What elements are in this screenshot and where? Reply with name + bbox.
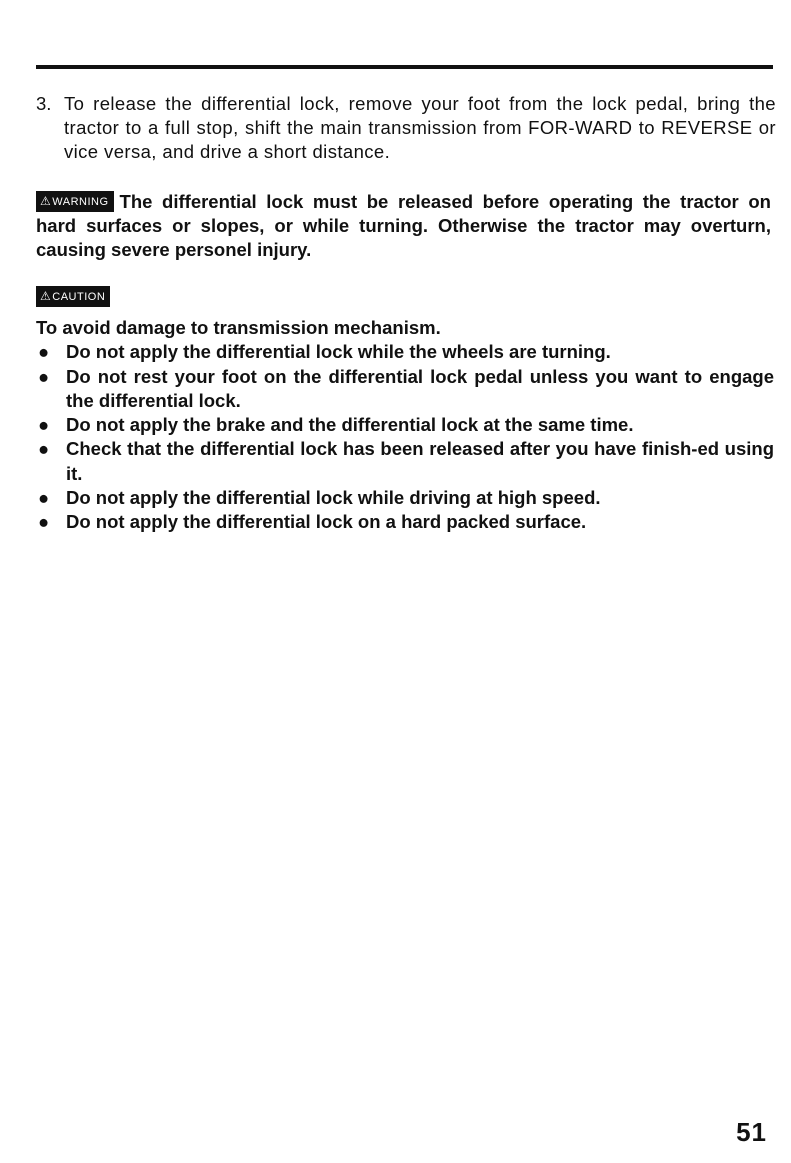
caution-badge-wrap [36,286,110,308]
list-item [36,413,774,437]
list-item-text: Do not apply the brake and the differential lock at the same time. [66,414,634,436]
bullet-icon: ● [38,414,50,436]
bullet-icon: ● [38,438,50,460]
bullet-icon: ● [38,487,50,509]
step-text: To release the differential lock, remove your foot from the lock pedal, bring the tractor to a full stop, shift the main transmission from FOR-WARD to REVERSE or vice versa, and drive a short distance. [64,93,776,162]
list-item-text: Check that the differential lock has been released after you have finish-ed using it. [66,438,774,484]
list-item [36,340,774,364]
list-item-text: Do not apply the differential lock on a hard packed surface. [66,511,587,533]
caution-badge [36,286,110,307]
header-rule [36,65,773,69]
list-item-text: Do not apply the differential lock while driving at high speed. [66,487,601,509]
warning-triangle-icon: ⚠ [40,194,52,208]
warning-text: The differential lock must be released before operating the tractor on hard surfaces or slopes, or while turning. Otherwise the tractor may overturn, causing severe personel injury. [36,191,771,260]
list-item [36,365,774,414]
bullet-icon: ● [38,511,50,533]
caution-intro: To avoid damage to transmission mechanism. [36,317,441,338]
caution-badge-label: CAUTION [52,291,106,303]
list-item [36,437,774,486]
caution-triangle-icon: ⚠ [40,289,52,303]
list-item-text: Do not apply the differential lock while the wheels are turning. [66,341,611,363]
warning-notice [36,190,771,262]
step-3 [36,92,776,164]
list-item [36,510,774,534]
page-number: 51 [736,1117,767,1147]
bullet-icon: ● [38,341,50,363]
list-item [36,486,774,510]
step-number: 3. [36,93,52,114]
caution-list [36,340,774,534]
list-item-text: Do not rest your foot on the differential lock pedal unless you want to engage the differential lock. [66,365,774,411]
caution-section [36,316,774,535]
warning-badge-label: WARNING [52,196,109,208]
bullet-icon: ● [38,365,50,387]
warning-badge [36,191,114,212]
